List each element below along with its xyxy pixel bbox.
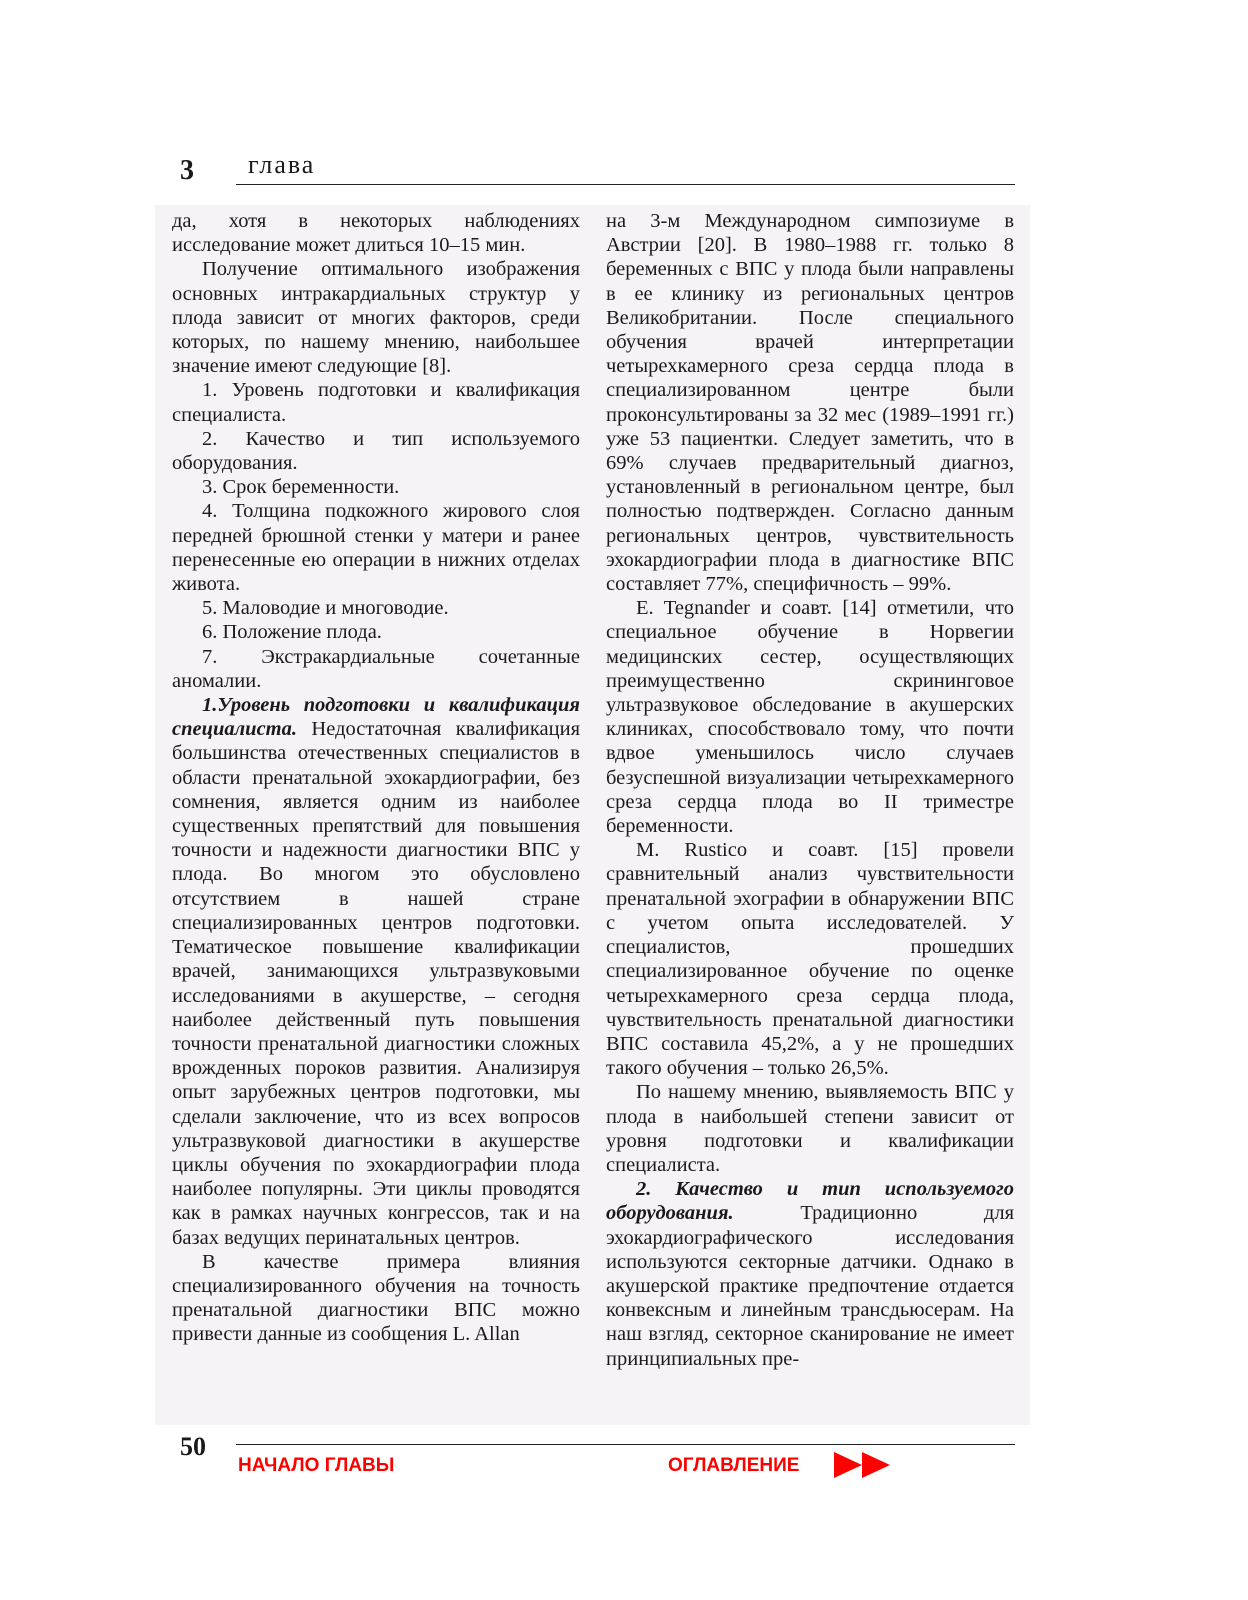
- paragraph: E. Tegnander и соавт. [14] отметили, что специальное обучение в Норвегии медицинских сестер, осуществляющих преимущественно скрининговое ультразвуковое обследование в акушерских клиниках, способствовало тому, что почти вдвое уменьшилось число случаев безуспешной визуализации четырехкамерного среза сердца плода во II триместре беременности.: [606, 597, 1014, 838]
- double-triangle-right-icon[interactable]: [834, 1452, 892, 1478]
- header-divider: [236, 184, 1015, 185]
- paragraph: на 3-м Международном симпозиуме в Австрии [20]. В 1980–1988 гг. только 8 беременных с ВПС у плода были направлены в ее клинику из региональных центров Великобритании. После специального обучения врачей интерпретации четырехкамерного среза сердца плода в специализированном центре были проконсультированы за 32 мес (1989–1991 гг.) уже 53 пациентки. Следует заметить, что в 69% случаев предварительный диагноз, установленный в региональном центре, был полностью подтвержден. Согласно данным региональных центров, чувствительность эхокардиографии плода в диагностике ВПС составляет 77%, специфичность – 99%.: [606, 210, 1014, 596]
- section-2-paragraph: [606, 1177, 1014, 1371]
- list-item: 1. Уровень подготовки и квалификация специалиста.: [172, 379, 580, 426]
- paragraph: По нашему мнению, выявляемость ВПС у плода в наибольшей степени зависит от уровня подготовки и квалификации специалиста.: [606, 1081, 1014, 1176]
- paragraph: Получение оптимального изображения основных интракардиальных структур у плода зависит от многих факторов, среди которых, по нашему мнению, наибольшее значение имеют следующие [8].: [172, 258, 580, 378]
- chapter-label: глава: [248, 150, 316, 179]
- list-item: 3. Срок беременности.: [202, 476, 400, 499]
- list-item: 4. Толщина подкожного жирового слоя передней брюшной стенки у матери и ранее перенесенные ею операции в нижних отделах живота.: [172, 500, 580, 596]
- section-1-heading: 1.Уровень подготовки и квалификация специалиста.: [172, 694, 580, 741]
- right-column: [606, 209, 1014, 1371]
- section-1-paragraph: [172, 693, 580, 1250]
- list-item: 6. Положение плода.: [202, 621, 382, 644]
- paragraph: да, хотя в некоторых наблюдениях исследование может длиться 10–15 мин.: [172, 210, 580, 257]
- page-number: 50: [180, 1432, 206, 1461]
- left-column: [172, 209, 580, 1347]
- section-2-text: Традиционно для эхокардиографического исследования используются секторные датчики. Однако в акушерской практике предпочтение отдается конвексным и линейным трансдьюсерам. На наш взгляд, секторное сканирование не имеет принципиальных пре-: [606, 1202, 1014, 1370]
- list-item: 2. Качество и тип используемого оборудования.: [172, 427, 580, 475]
- chapter-start-link[interactable]: НАЧАЛО ГЛАВЫ: [238, 1455, 395, 1476]
- chapter-number: 3: [180, 155, 194, 186]
- paragraph: В качестве примера влияния специализированного обучения на точность пренатальной диагностики ВПС можно привести данные из сообщения L. Allan: [172, 1250, 580, 1346]
- list-item: 5. Маловодие и многоводие.: [202, 597, 449, 620]
- section-2-heading: 2. Качество и тип используемого оборудования.: [606, 1178, 1014, 1225]
- footer-divider: [236, 1444, 1015, 1445]
- table-of-contents-link[interactable]: ОГЛАВЛЕНИЕ: [668, 1455, 800, 1476]
- paragraph: M. Rustico и соавт. [15] провели сравнительный анализ чувствительности пренатальной эхографии в обнаружении ВПС с учетом опыта исследователей. У специалистов, прошедших специализированное обучение по оценке четырехкамерного среза сердца плода, чувствительность пренатальной диагностики ВПС составила 45,2%, а у не прошедших такого обучения – только 26,5%.: [606, 839, 1014, 1080]
- list-item: 7. Экстракардиальные сочетанные аномалии.: [172, 645, 580, 692]
- section-1-text: Недостаточная квалификация большинства отечественных специалистов в области пренатальной эхокардиографии, без сомнения, является одним из наиболее существенных препятствий для повышения точности и надежности диагностики ВПС у плода. Во многом это обусловлено отсутствием в нашей стране специализированных центров подготовки. Тематическое повышение квалификации врачей, занимающихся ультразвуковыми исследованиями в акушерстве, – сегодня наиболее действенный путь повышения точности пренатальной диагностики сложных врожденных пороков развития. Анализируя опыт зарубежных центров подготовки, мы сделали заключение, что из всех вопросов ультразвуковой диагностики в акушерстве циклы обучения по эхокардиографии плода наиболее популярны. Эти циклы проводятся как в рамках научных конгрессов, так и на базах ведущих перинатальных центров.: [172, 718, 580, 1249]
